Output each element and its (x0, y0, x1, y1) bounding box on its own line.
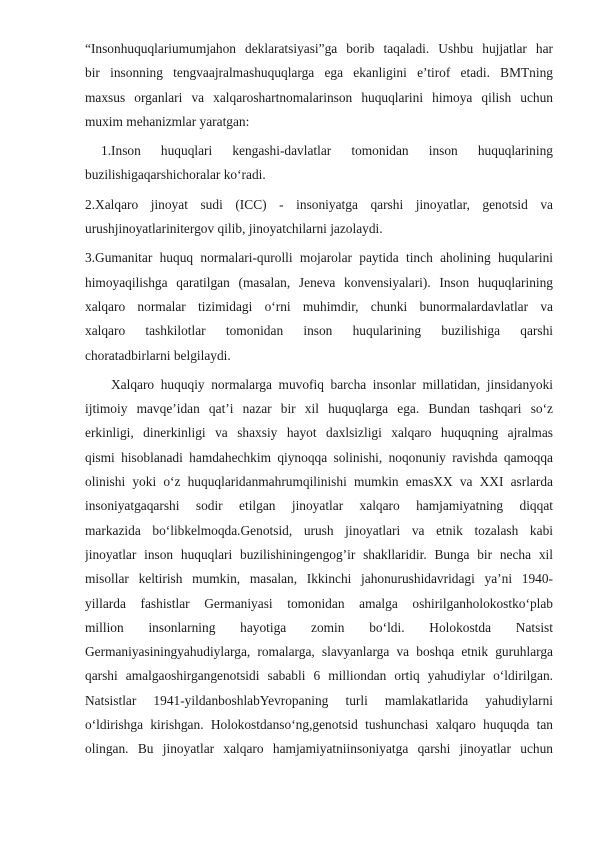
text-line: olinishi yoki o‘z huquqlaridanmahrumqilinishi mumkin emasXX va XXI asrlarda (85, 474, 553, 490)
text-line: insoniyatgaqarshi sodir etilgan jinoyatlar xalqaro hamjamiyatning diqqat (85, 498, 553, 514)
text-line: yillarda fashistlar Germaniyasi tomonidan amalga oshirilganholokostko‘plab (85, 595, 553, 611)
text-line: xalqaro normalar tizimidagi o‘rni muhimdir, chunki bunormalardavlatlar va (85, 298, 553, 314)
paragraph-human-rights (85, 373, 553, 762)
text-line: 3.Gumanitar huquq normalari-qurolli mojarolar paytida tinch aholining huqularini (85, 250, 553, 266)
text-line: maxsus organlari va xalqaroshartnomalarinson huquqlarini himoya qilish uchun (85, 89, 553, 105)
text-line: million insonlarning hayotiga zomin bo‘ldi. Holokostda Natsist (85, 619, 553, 635)
paragraph-item-1 (85, 139, 553, 188)
text-line: misollar keltirish mumkin, masalan, Ikkinchi jahonurushidavridagi ya’ni 1940- (85, 571, 553, 587)
text-line: xalqaro tashkilotlar tomonidan inson huqularining buzilishiga qarshi (85, 323, 553, 339)
document-body (85, 37, 553, 767)
text-line: muxim mehanizmlar yaratgan: (85, 113, 250, 129)
paragraph-item-3 (85, 246, 553, 367)
text-line: bir insonning tengvaajralmashuquqlarga ega ekanligini e’tirof etadi. BMTning (85, 65, 553, 81)
text-line: o‘ldirishga kirishgan. Holokostdanso‘ng,genotsid tushunchasi xalqaro huquqda tan (85, 717, 553, 733)
text-line: “Insonhuquqlariumumjahon deklaratsiyasi”ga borib taqaladi. Ushbu hujjatlar har (85, 41, 553, 56)
text-line: markazida bo‘libkelmoqda.Genotsid, urush jinoyatlari va etnik tozalash kabi (85, 522, 553, 538)
text-line: buzilishigaqarshichoralar ko‘radi. (85, 167, 266, 183)
text-line: choratadbirlarni belgilaydi. (85, 347, 231, 363)
text-line: Xalqaro huquqiy normalarga muvofiq barcha insonlar millatidan, jinsidanyoki (111, 376, 553, 392)
text-line: olingan. Bu jinoyatlar xalqaro hamjamiyatniinsoniyatga qarshi jinoyatlar uchun (85, 741, 553, 757)
text-line: 1.Inson huquqlari kengashi-davlatlar tomonidan inson huquqlarining (101, 143, 553, 159)
text-line: Natsistlar 1941-yildanboshlabYevropaning turli mamlakatlarida yahudiylarni (85, 692, 553, 708)
text-line: ijtimoiy mavqe’idan qat’i nazar bir xil huquqlarga ega. Bundan tashqari so‘z (85, 401, 553, 417)
text-line: 2.Xalqaro jinoyat sudi (ICC) - insoniyatga qarshi jinoyatlar, genotsid va (85, 196, 553, 212)
paragraph-item-2 (85, 193, 553, 242)
text-line: qarshi amalgaoshirgangenotsidi sababli 6 milliondan ortiq yahudiylar o‘ldirilgan. (85, 668, 553, 684)
paragraph-intro (85, 37, 553, 134)
text-line: himoyaqilishga qaratilgan (masalan, Jeneva konvensiyalari). Inson huquqlarining (85, 274, 553, 290)
text-line: jinoyatlar inson huquqlari buzilishiningengog’ir shakllaridir. Bunga bir necha xil (85, 546, 553, 562)
text-line: qismi hisoblanadi hamdahechkim qiynoqqa solinishi, noqonuniy ravishda qamoqqa (85, 449, 553, 465)
text-line: erkinligi, dinerkinligi va shaxsiy hayot daxlsizligi xalqaro huquqning ajralmas (85, 425, 553, 441)
text-line: Germaniyasiningyahudiylarga, romalarga, slavyanlarga va boshqa etnik guruhlarga (85, 644, 553, 660)
text-line: urushjinoyatlarinitergov qilib, jinoyatchilarni jazolaydi. (85, 221, 383, 237)
